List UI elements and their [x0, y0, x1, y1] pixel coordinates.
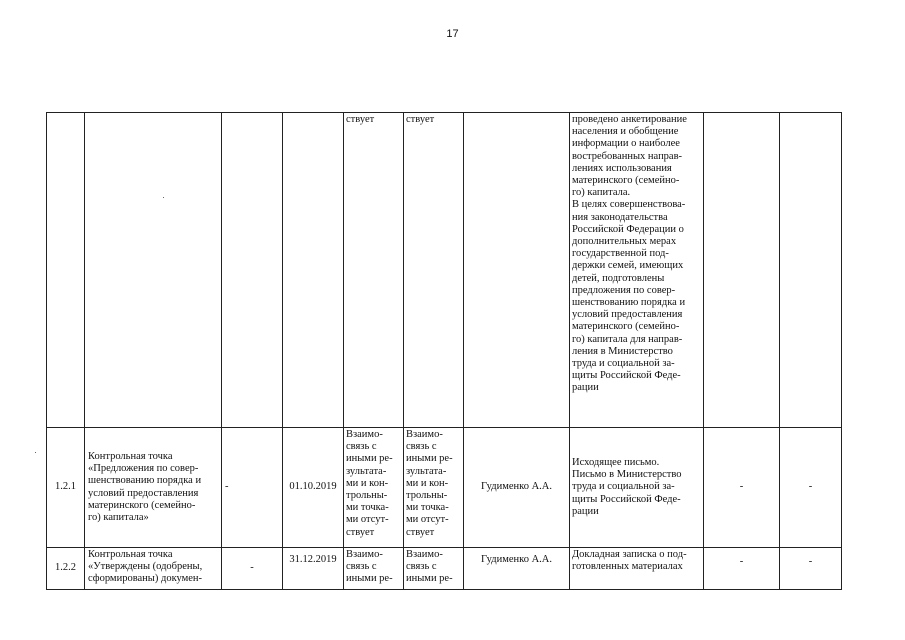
table-row-1-2-1 [47, 428, 842, 548]
cell-name [85, 548, 222, 590]
cell-responsible [464, 113, 570, 428]
result-line: труда и социальной за- [572, 358, 675, 370]
scan-speck [35, 452, 36, 453]
cell-start [222, 113, 283, 428]
result-line: востребованных направ- [572, 150, 683, 162]
name-line: го) капитала» [88, 511, 149, 523]
cell-extra1 [704, 113, 780, 428]
cell-extra1: - [704, 428, 780, 548]
result-line: ния законодательства [572, 211, 668, 223]
cell-extra1: - [704, 548, 780, 590]
cell-risk [404, 428, 464, 548]
result-line: проведено анкетирование [572, 114, 687, 125]
name-line: «Утверждены (одобрены, [88, 561, 203, 573]
effect-line: иными ре- [346, 453, 393, 465]
cell-name [85, 113, 222, 428]
cell-effect [344, 548, 404, 590]
cell-result [570, 113, 704, 428]
result-line: щиты Российской Феде- [572, 370, 681, 382]
result-line: го) капитала. [572, 187, 631, 199]
effect-line: ми точка- [346, 502, 389, 514]
result-line: го) капитала для направ- [572, 333, 683, 345]
result-line: ления в Министерство [572, 345, 673, 357]
result-line: готовленных материалах [572, 561, 683, 573]
risk-line: зультата- [406, 465, 447, 477]
result-line: информации о наиболее [572, 138, 680, 150]
cell-responsible: Гудименко А.А. [464, 548, 570, 590]
risk-line: иными ре- [406, 573, 453, 585]
effect-line: ствует [346, 114, 375, 125]
result-line: Докладная записка о под- [572, 549, 687, 560]
scan-speck [163, 197, 164, 198]
cell-risk [404, 113, 464, 428]
name-line: условий предоставления [88, 487, 199, 499]
cell-extra2: - [780, 428, 842, 548]
cell-risk [404, 548, 464, 590]
result-line: рации [572, 505, 599, 517]
effect-line: ми и кон- [346, 477, 389, 489]
result-line: детей, подготовлены [572, 272, 665, 284]
cell-extra2: - [780, 548, 842, 590]
risk-line: ствует [406, 526, 435, 538]
effect-line: Взаимо- [346, 429, 383, 440]
result-line: рации [572, 382, 599, 394]
cell-effect [344, 428, 404, 548]
cell-end [283, 113, 344, 428]
page-number: 17 [446, 28, 459, 40]
cell-result [570, 548, 704, 590]
risk-line: ми и кон- [406, 477, 449, 489]
name-line: Контрольная точка [88, 549, 173, 560]
result-line: материнского (семейно- [572, 175, 680, 187]
risk-line: Взаимо- [406, 549, 443, 560]
risk-line: иными ре- [406, 453, 453, 465]
effect-line: ми отсут- [346, 514, 389, 526]
name-line: материнского (семейно- [88, 499, 196, 511]
name-line: сформированы) докумен- [88, 573, 203, 585]
result-line: материнского (семейно- [572, 321, 680, 333]
risk-line: ми отсут- [406, 514, 449, 526]
cell-num: 1.2.2 [47, 548, 85, 590]
table-row-continued [47, 113, 842, 428]
cell-start: - [222, 548, 283, 590]
cell-num: 1.2.1 [47, 428, 85, 548]
effect-line: связь с [346, 561, 377, 573]
result-line: Исходящее письмо. [572, 456, 660, 468]
table-row-1-2-2 [47, 548, 842, 590]
result-line: предложения по совер- [572, 284, 676, 296]
result-line: Письмо в Министерство [572, 469, 682, 481]
result-line: государственной под- [572, 248, 669, 260]
cell-start: - [222, 428, 283, 548]
effect-line: Взаимо- [346, 549, 383, 560]
cell-end: 01.10.2019 [283, 428, 344, 548]
result-line: шенствованию порядка и [572, 297, 686, 309]
cell-effect [344, 113, 404, 428]
cell-num [47, 113, 85, 428]
result-line: В целях совершенствова- [572, 199, 686, 211]
result-line: дополнительных мерах [572, 236, 677, 248]
result-line: лениях использования [572, 162, 672, 174]
cell-result [570, 428, 704, 548]
effect-line: зультата- [346, 465, 387, 477]
name-line: шенствованию порядка и [88, 475, 202, 487]
result-line: Российской Федерации о [572, 223, 684, 235]
cell-end: 31.12.2019 [283, 548, 344, 590]
result-line: населения и обобщение [572, 126, 679, 138]
document-table [46, 112, 842, 590]
result-line: условий предоставления [572, 309, 683, 321]
risk-line: связь с [406, 441, 437, 453]
cell-extra2 [780, 113, 842, 428]
risk-line: Взаимо- [406, 429, 443, 440]
name-line: «Предложения по совер- [88, 463, 199, 475]
cell-responsible: Гудименко А.А. [464, 428, 570, 548]
risk-line: связь с [406, 561, 437, 573]
cell-name [85, 428, 222, 548]
result-line: держки семей, имеющих [572, 260, 684, 272]
effect-line: связь с [346, 441, 377, 453]
effect-line: иными ре- [346, 573, 393, 585]
result-line: щиты Российской Феде- [572, 493, 681, 505]
risk-line: ствует [406, 114, 435, 125]
effect-line: ствует [346, 526, 375, 538]
risk-line: трольны- [406, 490, 448, 502]
risk-line: ми точка- [406, 502, 449, 514]
name-line: Контрольная точка [88, 450, 173, 462]
result-line: труда и социальной за- [572, 481, 675, 493]
effect-line: трольны- [346, 490, 388, 502]
